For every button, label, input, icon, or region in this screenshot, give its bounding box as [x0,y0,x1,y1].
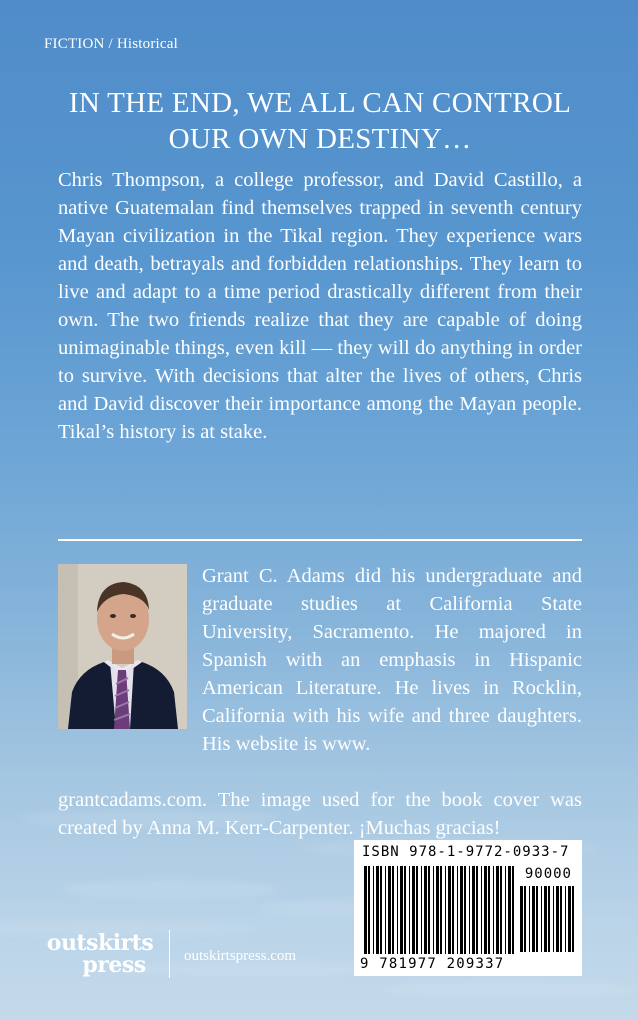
barcode-bar [421,866,422,954]
barcode-bar [572,886,574,952]
barcode-bar [532,886,535,952]
publisher-logo-line-1: outskirts [46,930,154,956]
book-blurb: Chris Thompson, a college professor, and David Castillo, a native Guatemalan find themselves trapped in seventh century Mayan civilization in the Tikal region. They experience wars and death, betrayals and forbidden relationships. They learn to live and adapt to a time period drastically different from their own. The two friends realize that they are capable of doing unimaginable things, even kill — they will do anything in order to survive. With decisions that alter the lives of others, Chris and David discover their importance among the Mayan people. Tikal’s history is at stake. [58,169,582,443]
barcode-bar [457,866,458,954]
barcode-bar [376,866,379,954]
barcode-bar [364,866,367,954]
barcode-bar [440,866,442,954]
barcode-bar [520,886,523,952]
barcode-bar [400,866,403,954]
price-code: 90000 [524,866,572,882]
barcode-bar [385,866,386,954]
barcode-bar [436,866,439,954]
barcode-bar [412,866,415,954]
barcode-bar [464,866,466,954]
barcode-bar [481,866,482,954]
publisher-logo-line-2: press [82,952,146,978]
barcode-bar [496,866,499,954]
barcode-bar [416,866,418,954]
barcode-bar [505,866,506,954]
barcode-bar [544,886,547,952]
tagline-line-1: IN THE END, WE ALL CAN CONTROL [68,87,572,119]
author-bio-continued: grantcadams.com. The image used for the book cover was created by Anna M. Kerr-Carpenter. ¡Muchas gracias! [58,789,582,839]
publisher-separator [169,930,170,978]
barcode-bar [553,886,554,952]
tagline [40,85,600,157]
barcode-bar [388,866,391,954]
barcode-bar [392,866,394,954]
barcode-bar [368,866,370,954]
barcode-bar [373,866,374,954]
price-barcode [520,886,574,952]
barcode-bar [541,886,542,952]
barcode-bar [428,866,430,954]
isbn-barcode-panel [354,840,582,976]
barcode-bar [512,866,514,954]
barcode-bar [508,866,511,954]
barcode-bar [448,866,451,954]
barcode-bar [565,886,566,952]
section-divider [58,539,582,541]
isbn-label: ISBN 978-1-9772-0933-7 [362,844,570,860]
barcode-bar [556,886,559,952]
barcode-bar [472,866,475,954]
barcode-bar [380,866,382,954]
barcode-bar [484,866,487,954]
publisher-logo [44,932,156,976]
barcode-bar [568,886,571,952]
barcode-bar [536,886,538,952]
category-label: FICTION / Historical [44,36,178,52]
author-photo [58,564,187,729]
isbn-barcode [364,866,514,954]
barcode-bar [488,866,490,954]
barcode-bar [493,866,494,954]
barcode-bar [404,866,406,954]
tagline-line-2: OUR OWN DESTINY… [168,123,472,155]
barcode-bar [460,866,463,954]
publisher-url: outskirtspress.com [184,948,297,964]
isbn-digits: 9 781977 209337 [360,956,505,972]
barcode-bar [433,866,434,954]
author-portrait-graphic [58,564,187,729]
barcode-bar [469,866,470,954]
barcode-bar [560,886,562,952]
barcode-bar [424,866,427,954]
barcode-bar [452,866,454,954]
barcode-bar [524,886,526,952]
barcode-bar [500,866,502,954]
barcode-bar [397,866,398,954]
barcode-bar [445,866,446,954]
author-bio-side: Grant C. Adams did his undergraduate and graduate studies at California State University, Sacramento. He majored in Spanish with an emphasis in Hispanic American Literature. He lives in Rocklin, California with his wife and three daughters. His website is www. [202,565,582,755]
barcode-bar [548,886,550,952]
barcode-bar [409,866,410,954]
barcode-bar [476,866,478,954]
barcode-bar [529,886,530,952]
